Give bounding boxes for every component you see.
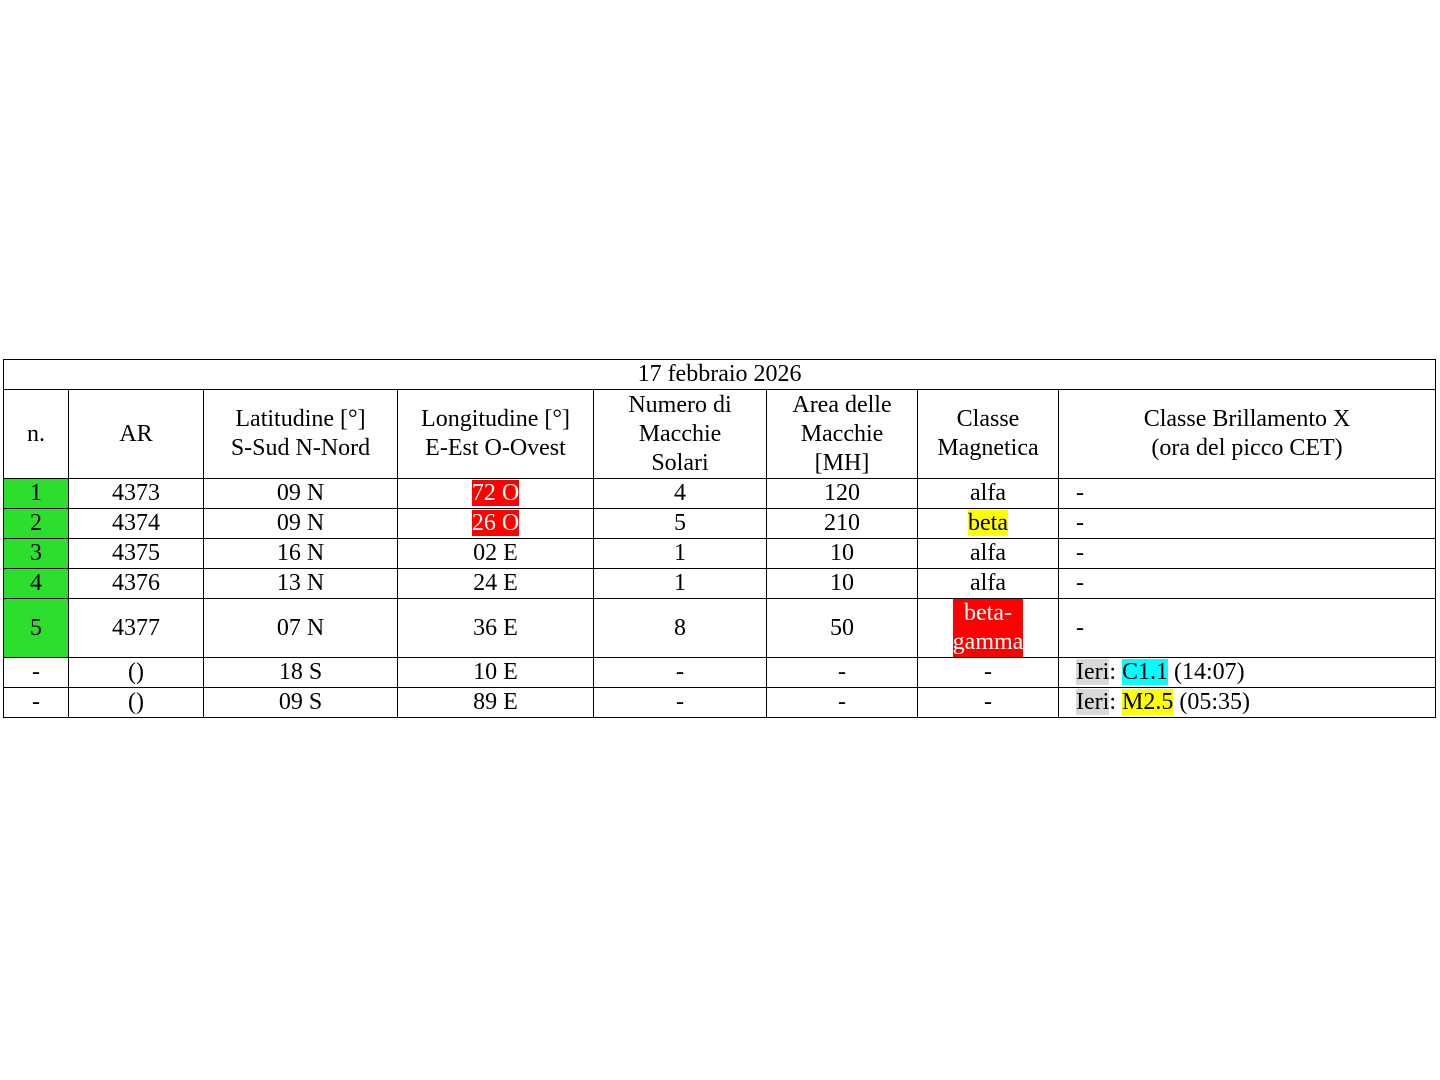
cell-latitude: 07 N <box>204 599 398 658</box>
cell-magnetic-class <box>918 509 1059 539</box>
longitude-highlight: 26 O <box>471 510 520 536</box>
cell-flare-class <box>1059 658 1436 688</box>
flare-class-highlight: M2.5 <box>1121 689 1174 715</box>
cell-magnetic-class: - <box>918 688 1059 718</box>
cell-latitude: 09 S <box>204 688 398 718</box>
cell-latitude: 09 N <box>204 479 398 509</box>
cell-sunspot-area: 50 <box>767 599 918 658</box>
header-sunspot-count: Numero di Macchie Solari <box>594 390 767 479</box>
cell-sunspot-area: - <box>767 688 918 718</box>
cell-longitude <box>398 509 594 539</box>
header-latitude: Latitudine [°] S-Sud N-Nord <box>204 390 398 479</box>
cell-sunspot-area: 10 <box>767 569 918 599</box>
cell-magnetic-class: alfa <box>918 479 1059 509</box>
cell-longitude <box>398 479 594 509</box>
cell-magnetic-class: alfa <box>918 539 1059 569</box>
cell-ar: 4373 <box>69 479 204 509</box>
header-row <box>4 390 1436 479</box>
cell-n: 4 <box>4 569 69 599</box>
cell-flare-class: - <box>1059 599 1436 658</box>
table-row <box>4 599 1436 658</box>
table-row <box>4 509 1436 539</box>
table-row <box>4 569 1436 599</box>
table-row <box>4 658 1436 688</box>
cell-sunspot-area: 10 <box>767 539 918 569</box>
table-title: 17 febbraio 2026 <box>4 360 1436 390</box>
cell-ar: 4375 <box>69 539 204 569</box>
cell-n: 1 <box>4 479 69 509</box>
cell-latitude: 16 N <box>204 539 398 569</box>
cell-n: 2 <box>4 509 69 539</box>
cell-latitude: 09 N <box>204 509 398 539</box>
active-regions-table <box>3 359 1436 718</box>
cell-flare-class: - <box>1059 569 1436 599</box>
cell-magnetic-class: alfa <box>918 569 1059 599</box>
cell-flare-class: - <box>1059 479 1436 509</box>
header-n: n. <box>4 390 69 479</box>
table-row <box>4 479 1436 509</box>
header-magnetic-class: Classe Magnetica <box>918 390 1059 479</box>
cell-flare-class <box>1059 688 1436 718</box>
cell-sunspot-count: 5 <box>594 509 767 539</box>
cell-sunspot-count: 8 <box>594 599 767 658</box>
flare-class-highlight: C1.1 <box>1121 659 1168 685</box>
longitude-highlight: 72 O <box>471 480 520 506</box>
cell-sunspot-count: 4 <box>594 479 767 509</box>
magnetic-class-highlight: beta- gamma <box>952 600 1024 655</box>
flare-separator: : <box>1109 689 1116 715</box>
header-sunspot-area: Area delle Macchie [MH] <box>767 390 918 479</box>
header-ar: AR <box>69 390 204 479</box>
header-flare-class: Classe Brillamento X (ora del picco CET) <box>1059 390 1436 479</box>
cell-n: - <box>4 658 69 688</box>
flare-prefix: Ieri <box>1076 689 1110 715</box>
table-row <box>4 688 1436 718</box>
cell-flare-class: - <box>1059 539 1436 569</box>
flare-time: (05:35) <box>1179 689 1250 715</box>
flare-time: (14:07) <box>1174 659 1245 685</box>
cell-sunspot-area: - <box>767 658 918 688</box>
cell-ar: () <box>69 688 204 718</box>
cell-magnetic-class: - <box>918 658 1059 688</box>
cell-sunspot-count: - <box>594 658 767 688</box>
cell-longitude: 02 E <box>398 539 594 569</box>
cell-n: 5 <box>4 599 69 658</box>
cell-longitude: 89 E <box>398 688 594 718</box>
flare-separator: : <box>1109 659 1116 685</box>
cell-sunspot-area: 120 <box>767 479 918 509</box>
title-row <box>4 360 1436 390</box>
magnetic-class-highlight: beta <box>968 510 1008 536</box>
cell-ar: () <box>69 658 204 688</box>
cell-magnetic-class <box>918 599 1059 658</box>
cell-ar: 4376 <box>69 569 204 599</box>
cell-latitude: 13 N <box>204 569 398 599</box>
cell-latitude: 18 S <box>204 658 398 688</box>
cell-sunspot-count: 1 <box>594 569 767 599</box>
flare-prefix: Ieri <box>1076 659 1110 685</box>
cell-n: 3 <box>4 539 69 569</box>
table-row <box>4 539 1436 569</box>
cell-longitude: 36 E <box>398 599 594 658</box>
cell-ar: 4374 <box>69 509 204 539</box>
cell-sunspot-count: 1 <box>594 539 767 569</box>
header-longitude: Longitudine [°] E-Est O-Ovest <box>398 390 594 479</box>
cell-n: - <box>4 688 69 718</box>
cell-ar: 4377 <box>69 599 204 658</box>
cell-longitude: 24 E <box>398 569 594 599</box>
cell-sunspot-area: 210 <box>767 509 918 539</box>
cell-flare-class: - <box>1059 509 1436 539</box>
cell-sunspot-count: - <box>594 688 767 718</box>
cell-longitude: 10 E <box>398 658 594 688</box>
